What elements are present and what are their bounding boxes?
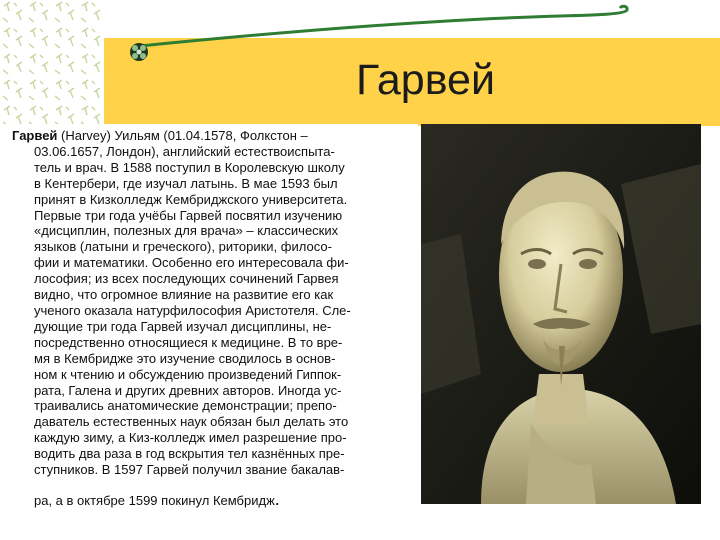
body-line: тель и врач. В 1588 поступил в Королевскую школу xyxy=(34,159,345,175)
body-line: «дисциплин, полезных для врача» – классических xyxy=(34,223,339,239)
body-line: ступников. В 1597 Гарвей получил звание бакалав- xyxy=(34,462,345,478)
last-line-text: ра, а в октябре 1599 покинул Кембридж xyxy=(34,492,275,508)
body-line: водить два раза в год вскрытия тел казнённых пре- xyxy=(34,446,345,462)
body-line: дующие три года Гарвей изучал дисциплины, не- xyxy=(34,318,332,334)
body-line: рата, Галена и других древних авторов. Иногда ус- xyxy=(34,382,342,398)
flower-icon xyxy=(130,43,148,61)
body-line: ученого оказала натурфилософия Аристотеля. Сле- xyxy=(34,302,351,318)
final-period: . xyxy=(274,488,280,509)
biography-text xyxy=(12,128,408,509)
body-line: мя в Кембридже это изучение сводилось в основ- xyxy=(34,350,336,366)
harvey-bust-portrait xyxy=(421,124,701,504)
body-line: каждую зиму, а Киз-колледж имел разрешение про- xyxy=(34,430,347,446)
slide-title: Гарвей xyxy=(356,56,495,104)
body-line: языков (латыни и греческого), риторики, филосо- xyxy=(34,239,332,255)
body-line: посредственно относящиеся к медицине. В то вре- xyxy=(34,334,343,350)
body-line: ном к чтению и обсуждению произведений Гиппок- xyxy=(34,366,342,382)
body-line: принят в Кизколледж Кембриджского университета. xyxy=(34,191,348,207)
body-line xyxy=(12,488,408,509)
body-line: фии и математики. Особенно его интересовала фи- xyxy=(34,255,349,271)
body-line: в Кентербери, где изучал латынь. В мае 1593 был xyxy=(34,175,338,191)
body-line: траивались анатомические демонстрации; препо- xyxy=(34,398,337,414)
body-line: даватель естественных наук обязан был делать это xyxy=(34,414,349,430)
first-line-text: (Harvey) Уильям (01.04.1578, Фолкстон – xyxy=(57,128,308,143)
body-line: видно, что огромное влияние на развитие его как xyxy=(34,287,334,303)
body-line: лософия; из всех последующих сочинений Гарвея xyxy=(34,271,339,287)
body-line: 03.06.1657, Лондон), английский естествоиспыта- xyxy=(34,143,335,159)
name-bold: Гарвей xyxy=(12,128,58,143)
body-line: Первые три года учёбы Гарвей посвятил изучению xyxy=(34,207,343,223)
body-line xyxy=(12,128,408,144)
